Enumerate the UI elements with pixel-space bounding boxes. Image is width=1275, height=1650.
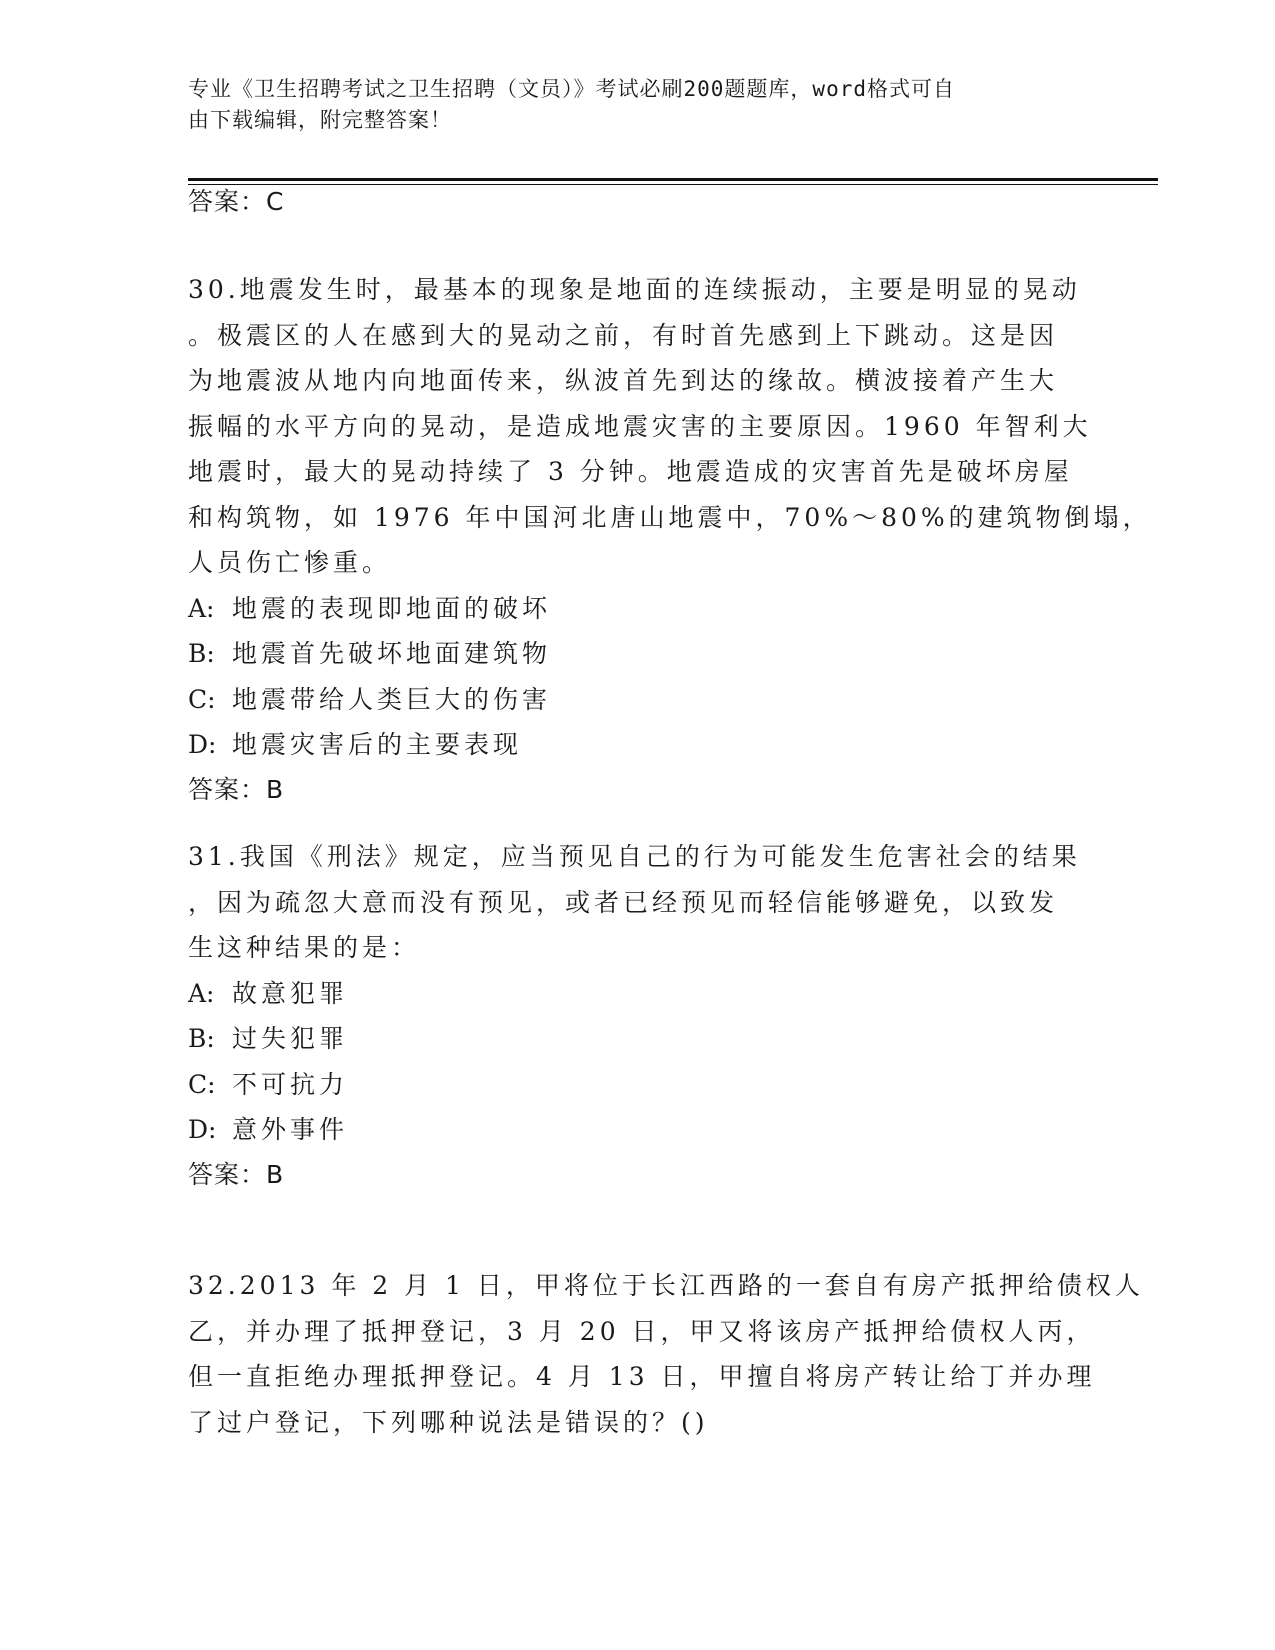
stem-line: 和构筑物，如 1976 年中国河北唐山地震中，70%～80%的建筑物倒塌， — [188, 502, 1152, 532]
option-c — [188, 1062, 1088, 1108]
option-b — [188, 1016, 1088, 1062]
option-text: 过失犯罪 — [232, 1024, 349, 1053]
option-text: 地震的表现即地面的破坏 — [232, 593, 552, 623]
question-31 — [188, 834, 1088, 1197]
option-text: 故意犯罪 — [232, 978, 349, 1008]
stem-line: 31.我国《刑法》规定，应当预见自己的行为可能发生危害社会的结果 — [188, 842, 1081, 871]
option-b — [188, 631, 1088, 677]
question-31-stem — [188, 834, 1088, 971]
option-d — [188, 722, 1088, 768]
option-a — [188, 971, 1088, 1017]
option-label: A: — [188, 593, 215, 623]
option-d — [188, 1107, 1088, 1153]
stem-line: 地震时，最大的晃动持续了 3 分钟。地震造成的灾害首先是破坏房屋 — [188, 457, 1073, 486]
question-31-answer: 答案：B — [188, 1159, 285, 1189]
option-label: B: — [188, 1024, 215, 1053]
option-label: D: — [188, 1115, 217, 1144]
stem-line: 为地震波从地内向地面传来，纵波首先到达的缘故。横波接着产生大 — [188, 366, 1059, 395]
option-label: C: — [188, 684, 216, 714]
stem-line: 30.地震发生时，最基本的现象是地面的连续振动，主要是明显的晃动 — [188, 275, 1081, 304]
stem-line: 。极震区的人在感到大的晃动之前，有时首先感到上下跳动。这是因 — [188, 320, 1059, 350]
option-label: B: — [188, 639, 215, 668]
question-30-answer: 答案：B — [188, 774, 285, 804]
stem-line: 生这种结果的是： — [188, 933, 421, 962]
question-32-stem — [188, 1263, 1144, 1445]
stem-line: 了过户登记，下列哪种说法是错误的？() — [188, 1407, 709, 1437]
header-line-2: 由下载编辑，附完整答案！ — [188, 108, 452, 132]
previous-answer: 答案：C — [188, 187, 285, 216]
question-30 — [188, 267, 1152, 812]
option-text: 地震首先破坏地面建筑物 — [232, 639, 552, 668]
stem-line: ，因为疏忽大意而没有预见，或者已经预见而轻信能够避免，以致发 — [188, 887, 1059, 917]
option-text: 地震带给人类巨大的伤害 — [232, 684, 552, 714]
stem-line: 但一直拒绝办理抵押登记。4 月 13 日，甲擅自将房产转让给丁并办理 — [188, 1362, 1096, 1391]
stem-line: 乙，并办理了抵押登记，3 月 20 日，甲又将该房产抵押给债权人丙， — [188, 1316, 1096, 1346]
option-a — [188, 586, 1088, 632]
stem-line: 振幅的水平方向的晃动，是造成地震灾害的主要原因。1960 年智利大 — [188, 411, 1092, 441]
stem-line: 32.2013 年 2 月 1 日，甲将位于长江西路的一套自有房产抵押给债权人 — [188, 1271, 1144, 1300]
option-text: 意外事件 — [232, 1115, 349, 1144]
question-30-stem — [188, 267, 1152, 586]
stem-line: 人员伤亡惨重。 — [188, 548, 392, 577]
question-32 — [188, 1263, 1144, 1445]
header-line-1: 专业《卫生招聘考试之卫生招聘（文员）》考试必刷200题题库，word格式可自 — [188, 77, 955, 101]
option-label: D: — [188, 730, 217, 759]
option-c — [188, 677, 1088, 723]
option-label: A: — [188, 978, 215, 1008]
document-header — [188, 74, 1088, 136]
option-label: C: — [188, 1069, 216, 1099]
option-text: 不可抗力 — [232, 1069, 349, 1099]
option-text: 地震灾害后的主要表现 — [232, 730, 523, 759]
